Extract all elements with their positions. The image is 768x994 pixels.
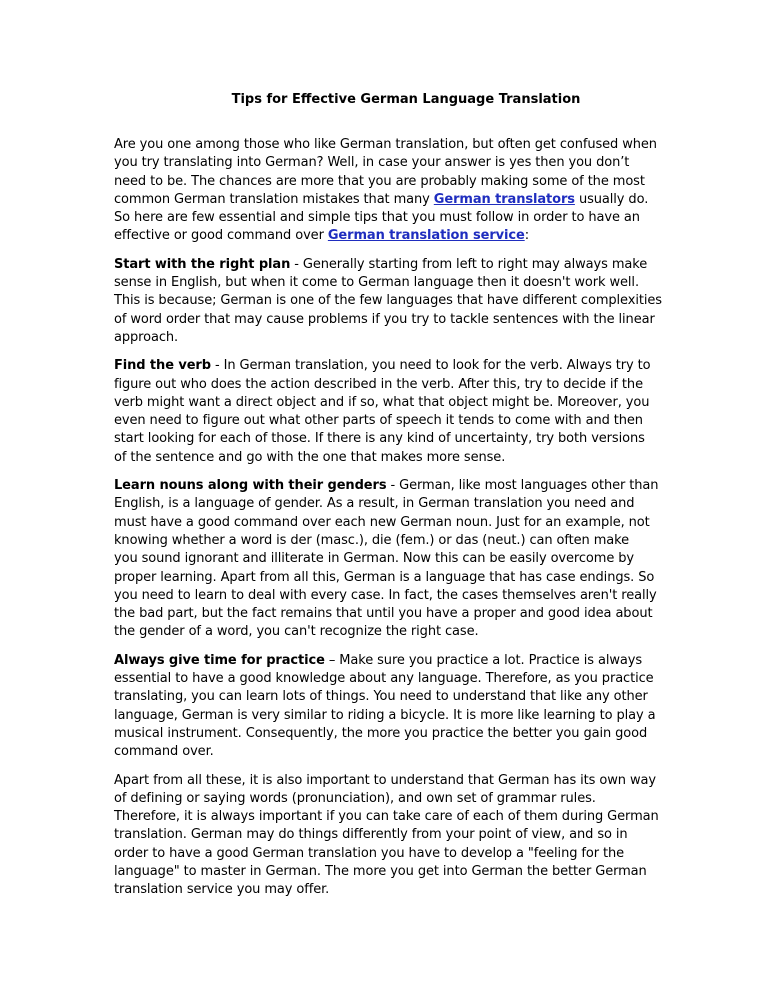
document-title: Tips for Effective German Language Translation: [231, 92, 581, 107]
section-practice: [114, 652, 664, 762]
text-fragment: - In German translation, you need to look for the verb. Always try to: [210, 358, 651, 374]
section-heading: Start with the right plan: [114, 256, 291, 272]
closing-paragraph: [114, 772, 664, 900]
text-line: translation. German may do things differently from your point of view, and so in: [114, 827, 628, 843]
text-line: command over.: [114, 744, 214, 760]
text-line: [114, 652, 664, 670]
text-line: knowing whether a word is der (masc.), die (fem.) or das (neut.) can often make: [114, 532, 630, 548]
section-heading: Find the verb: [114, 358, 211, 374]
document-body: [114, 136, 664, 910]
text-line: even need to figure out what other parts of speech it tends to come with and then: [114, 413, 643, 429]
text-fragment: – Make sure you practice a lot. Practice is always: [324, 652, 642, 668]
section-learn-nouns: [114, 477, 664, 642]
german-translators-link[interactable]: German translators: [433, 191, 575, 207]
text-line: sense in English, but when it come to German language then it doesn't work well.: [114, 275, 639, 291]
text-fragment: :: [524, 228, 529, 244]
section-heading: Learn nouns along with their genders: [114, 478, 387, 494]
text-line: verb might want a direct object and if so, what that object might be. Moreover, you: [114, 394, 650, 410]
text-line: of word order that may cause problems if you try to tackle sentences with the linear: [114, 311, 655, 327]
text-line: Are you one among those who like German translation, but often get confused when: [114, 137, 657, 152]
text-line: you sound ignorant and illiterate in German. Now this can be easily overcome by: [114, 551, 635, 567]
section-start-with-plan: [114, 256, 664, 347]
text-line: language" to master in German. The more you get into German the better German: [114, 863, 647, 879]
text-line: need to be. The chances are more that you are probably making some of the most: [114, 173, 645, 189]
german-translation-service-link[interactable]: German translation service: [327, 228, 525, 244]
text-line: This is because; German is one of the few languages that have different complexities: [114, 293, 662, 309]
text-line: figure out who does the action described in the verb. After this, try to decide if the: [114, 376, 643, 392]
text-line: approach.: [114, 329, 179, 345]
text-line: Therefore, it is always important if you can take care of each of them during German: [114, 809, 659, 825]
text-fragment: usually do.: [574, 191, 649, 207]
text-line: you need to learn to deal with every case. In fact, the cases themselves aren't really: [114, 587, 657, 603]
intro-paragraph: [114, 136, 664, 246]
text-line: must have a good command over each new German noun. Just for an example, not: [114, 514, 650, 530]
text-line: [114, 227, 664, 245]
text-line: you try translating into German? Well, in case your answer is yes then you don’t: [114, 155, 630, 171]
text-line: the gender of a word, you can't recognize the right case.: [114, 624, 479, 640]
text-line: of defining or saying words (pronunciation), and own set of grammar rules.: [114, 790, 596, 806]
text-line: English, is a language of gender. As a result, in German translation you need and: [114, 496, 635, 512]
text-line: [114, 477, 664, 495]
text-line: proper learning. Apart from all this, German is a language that has case endings. So: [114, 569, 655, 585]
text-line: start looking for each of those. If there is any kind of uncertainty, try both versions: [114, 431, 645, 447]
text-line: [114, 191, 664, 209]
text-line: language, German is very similar to riding a bicycle. It is more like learning to play a: [114, 707, 656, 723]
text-fragment: - German, like most languages other than: [386, 478, 659, 494]
text-line: [114, 256, 664, 274]
text-line: So here are few essential and simple tips that you must follow in order to have an: [114, 210, 640, 226]
text-fragment: common German translation mistakes that many: [114, 191, 434, 207]
text-fragment: effective or good command over: [114, 228, 328, 244]
text-line: of the sentence and go with the one that makes more sense.: [114, 449, 506, 465]
text-line: order to have a good German translation you have to develop a "feeling for the: [114, 845, 625, 861]
text-line: musical instrument. Consequently, the more you practice the better you gain good: [114, 725, 648, 741]
text-line: Apart from all these, it is also important to understand that German has its own way: [114, 772, 656, 788]
text-line: translating, you can learn lots of things. You need to understand that like any other: [114, 689, 648, 705]
text-line: essential to have a good knowledge about any language. Therefore, as you practice: [114, 671, 654, 687]
text-line: [114, 357, 664, 375]
text-line: the bad part, but the fact remains that until you have a proper and good idea about: [114, 606, 653, 622]
section-heading: Always give time for practice: [114, 652, 325, 668]
text-line: translation service you may offer.: [114, 882, 330, 898]
section-find-the-verb: [114, 357, 664, 467]
text-fragment: - Generally starting from left to right may always make: [290, 256, 648, 272]
